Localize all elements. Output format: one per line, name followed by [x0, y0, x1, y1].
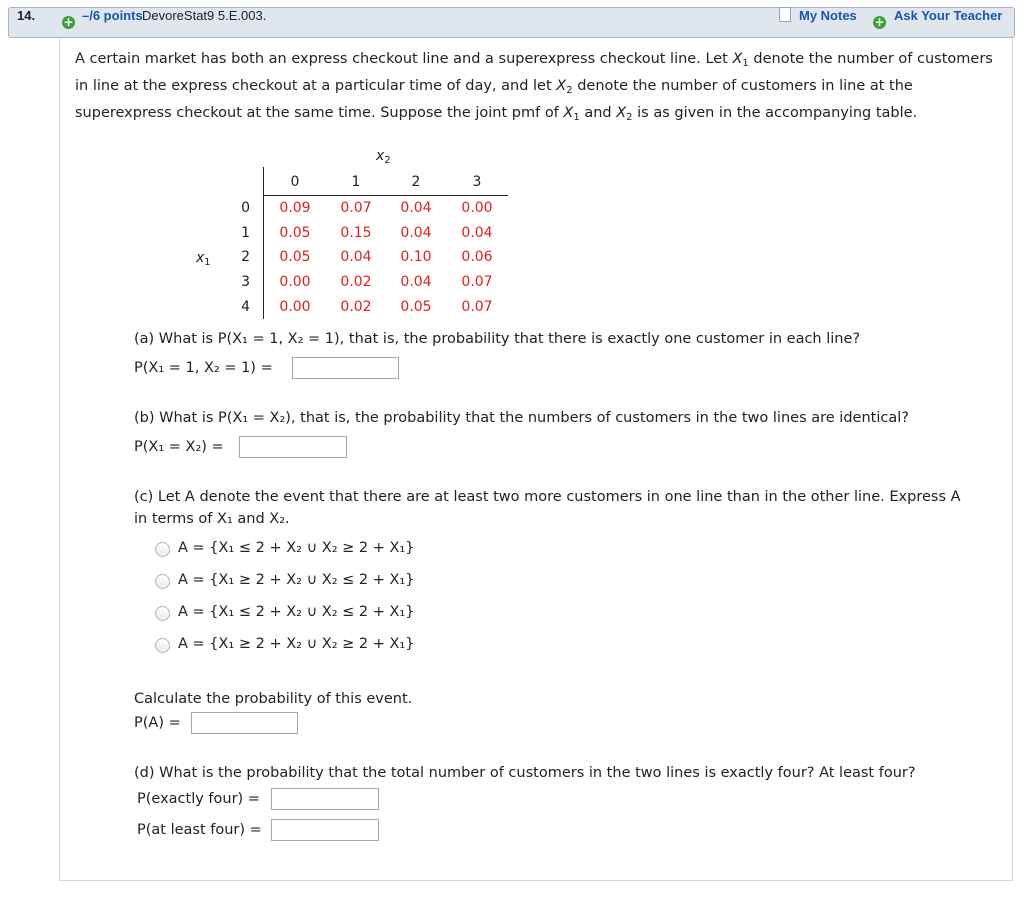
pmf-cell: 0.04 — [340, 249, 372, 265]
ask-teacher-plus-icon[interactable]: + — [874, 15, 885, 29]
pmf-cell: 0.04 — [400, 274, 432, 290]
option-2-radio[interactable] — [155, 574, 170, 589]
option-2-label[interactable]: A = {X₁ ≥ 2 + X₂ ∪ X₂ ≤ 2 + X₁} — [178, 572, 415, 588]
question-a-text: (a) What is P(X₁ = 1, X₂ = 1), that is, the probability that there is exactly one customer in each line? — [134, 331, 861, 347]
problem-statement: A certain market has both an express checkout line and a superexpress checkout line. Let $X_1$ denote the number of customers in line at the express checkout at a particular time of day, and let $X_2$ denote the number of customers in line at the superexpress checkout at the same time. Suppose the joint pmf of $X_1$ and $X_2$ is as given in the accompanying table. — [75, 51, 993, 123]
answer-b-input[interactable] — [239, 436, 347, 458]
pmf-cell: 0.15 — [340, 225, 372, 241]
answer-a-input[interactable] — [292, 357, 399, 379]
option-4-label[interactable]: A = {X₁ ≥ 2 + X₂ ∪ X₂ ≥ 2 + X₁} — [178, 636, 415, 652]
row-header: 3 — [241, 274, 250, 290]
pmf-cell: 0.00 — [461, 200, 493, 216]
answer-c-label: P(A) = — [134, 715, 181, 731]
pmf-cell: 0.07 — [461, 274, 493, 290]
pmf-cell: 0.04 — [400, 200, 432, 216]
x2-axis-label: $x_2$ — [376, 148, 391, 166]
row-header: 1 — [241, 225, 250, 241]
pmf-cell: 0.04 — [461, 225, 493, 241]
calc-probability-text: Calculate the probability of this event. — [134, 691, 413, 707]
my-notes-link[interactable]: My Notes — [799, 8, 857, 23]
column-header: 0 — [290, 174, 300, 190]
answer-d2-label: P(at least four) = — [137, 822, 262, 838]
answer-a-label: P(X₁ = 1, X₂ = 1) = — [134, 360, 273, 376]
notes-page-icon[interactable] — [779, 7, 791, 22]
pmf-cell: 0.02 — [340, 299, 372, 315]
answer-d1-label: P(exactly four) = — [137, 791, 260, 807]
pmf-cell: 0.05 — [400, 299, 432, 315]
pmf-cell: 0.00 — [279, 274, 311, 290]
ask-teacher-link[interactable]: Ask Your Teacher — [894, 8, 1003, 23]
option-3-label[interactable]: A = {X₁ ≤ 2 + X₂ ∪ X₂ ≤ 2 + X₁} — [178, 604, 415, 620]
question-panel — [59, 38, 1013, 881]
pmf-cell: 0.05 — [279, 249, 311, 265]
pmf-cell: 0.06 — [461, 249, 493, 265]
table-vertical-rule — [263, 167, 264, 319]
pmf-cell: 0.09 — [279, 200, 311, 216]
answer-b-label: P(X₁ = X₂) = — [134, 439, 224, 455]
x1-axis-label: $x_1$ — [196, 250, 211, 268]
option-1-radio[interactable] — [155, 542, 170, 557]
option-1-label[interactable]: A = {X₁ ≤ 2 + X₂ ∪ X₂ ≥ 2 + X₁} — [178, 540, 415, 556]
expand-plus-icon[interactable]: + — [63, 15, 74, 29]
row-header: 2 — [241, 249, 250, 265]
row-header: 0 — [241, 200, 250, 216]
question-number: 14. — [17, 8, 36, 23]
option-4-radio[interactable] — [155, 638, 170, 653]
answer-c-input[interactable] — [191, 712, 298, 734]
pmf-cell: 0.02 — [340, 274, 372, 290]
option-3-radio[interactable] — [155, 606, 170, 621]
pmf-cell: 0.04 — [400, 225, 432, 241]
pmf-cell: 0.10 — [400, 249, 432, 265]
pmf-cell: 0.07 — [461, 299, 493, 315]
question-b-text: (b) What is P(X₁ = X₂), that is, the probability that the numbers of customers in the two lines are identical? — [134, 410, 909, 426]
pmf-cell: 0.05 — [279, 225, 311, 241]
question-c-text: (c) Let A denote the event that there are at least two more customers in one line than in the other line. Express A — [134, 489, 961, 505]
row-header: 4 — [241, 299, 250, 315]
pmf-cell: 0.00 — [279, 299, 311, 315]
question-d-text: (d) What is the probability that the total number of customers in the two lines is exactly four? At least four? — [134, 765, 916, 781]
answer-d2-input[interactable] — [271, 819, 379, 841]
points-label: –/6 points — [82, 8, 143, 23]
column-header: 1 — [351, 174, 361, 190]
question-c-text-cont: in terms of X₁ and X₂. — [134, 511, 290, 527]
column-header: 2 — [411, 174, 421, 190]
question-source: DevoreStat9 5.E.003. — [142, 8, 267, 23]
answer-d1-input[interactable] — [271, 788, 379, 810]
column-header: 3 — [472, 174, 482, 190]
table-horizontal-rule — [263, 195, 508, 196]
pmf-cell: 0.07 — [340, 200, 372, 216]
